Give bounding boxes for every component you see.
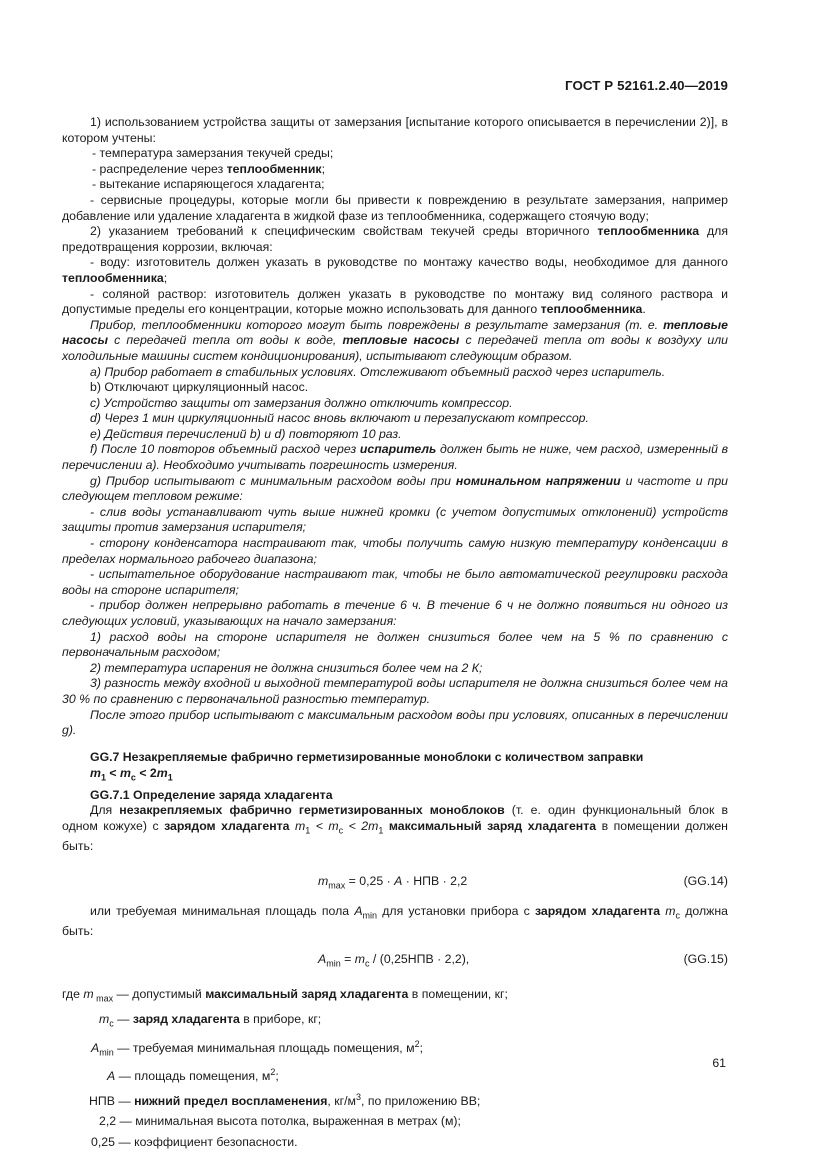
document-id-header: ГОСТ Р 52161.2.40—2019 <box>565 78 728 93</box>
list-item: g) Прибор испытывают с минимальным расходом воды при номинальном напряжении и частоте и при следующем тепловом режиме: <box>62 473 728 504</box>
list-item: - испытательное оборудование настраивают так, чтобы не было автоматической регулировки расхода воды на стороне испарителя; <box>62 567 728 597</box>
formula-gg15: $A_{min} = m_c / (0,25НПВ \cdot 2,2)$, (GG.15) <box>318 952 728 969</box>
subsection-heading: GG.7.1 Определение заряда хладагента <box>90 788 333 803</box>
legend-row: 0,25 — коэффициент безопасности. <box>91 1134 298 1149</box>
list-item: d) Через 1 мин циркуляционный насос вновь включают и перезапускают компрессор. <box>90 411 589 426</box>
list-item: e) Действия перечислений b) и d) повторяют 10 раз. <box>90 426 402 441</box>
list-item: - воду: изготовитель должен указать в руководстве по монтажу качество воды, необходимое для данного теплообменника; <box>62 255 728 285</box>
legend-row: A — площадь помещения, $м^2$; <box>107 1067 279 1084</box>
list-item: - вытекание испаряющегося хладагента; <box>92 177 325 192</box>
list-item: - температура замерзания текучей среды; <box>92 146 334 161</box>
legend-row: НПВ — нижний предел воспламенения, $кг/м^3$, по приложению ВВ; <box>89 1091 481 1108</box>
page-number: 61 <box>712 1056 726 1070</box>
symbol-legend <box>62 984 728 1152</box>
formula-gg14: $m_{max} = 0,25 \cdot A$ · НПВ · 2,2 (GG.14) <box>318 874 728 891</box>
body-text <box>62 115 728 1152</box>
paragraph: Прибор, теплообменники которого могут быть повреждены в результате замерзания (т. е. тепловые насосы с передачей тепла от воды к воде, тепловые насосы с передачей тепла от воды к воздуху или холодильные машины систем кондиционирования), испытывают следующим образом. <box>62 317 728 363</box>
legend-row: 2,2 — минимальная высота потолка, выраженная в метрах (м); <box>99 1114 461 1129</box>
legend-row: $A_{min}$ — требуемая минимальная площадь помещения, $м^2$; <box>91 1038 423 1058</box>
list-item: 1) расход воды на стороне испарителя не должен снизиться более чем на 5 % по сравнению с первоначальным расходом; <box>62 629 728 660</box>
list-item: 2) температура испарения не должна снизиться более чем на 2 К; <box>90 660 483 675</box>
list-item: - сервисные процедуры, которые могли бы привести к повреждению в результате замерзания, например добавление или удаление хладагента в жидкой фазе из теплообменника, содержащего стоячую воду; <box>62 192 728 223</box>
list-item: - сторону конденсатора настраивают так, чтобы получить самую низкую температуру конденсации в пределах нормального рабочего диапазона; <box>62 536 728 566</box>
list-item: - прибор должен непрерывно работать в течение 6 ч. В течение 6 ч не должно появиться ни одного из следующих условий, указывающих на начало замерзания: <box>62 598 728 628</box>
paragraph: После этого прибор испытывают с максимальным расходом воды при условиях, описанных в перечислении g). <box>62 707 728 738</box>
section-heading: GG.7 Незакрепляемые фабрично герметизированные моноблоки с количеством заправки $m_1 < m_c < 2m_1$ <box>90 749 644 783</box>
paragraph: Для незакрепляемых фабрично герметизированных моноблоков (т. е. один функциональный блок в одном кожухе) с зарядом хладагента $m_1 < m_c < 2m_1$ максимальный заряд хладагента в помещении должен быть: <box>62 803 728 853</box>
list-item: f) После 10 повторов объемный расход через испаритель должен быть не ниже, чем расход, измеренный в перечислении a). Необходимо учитывать погрешность измерения. <box>62 442 729 473</box>
list-item: 3) разность между входной и выходной температурой воды испарителя не должна снизиться более чем на 30 % по сравнению с первоначальной разностью температур. <box>62 676 728 706</box>
paragraph: 1) использованием устройства защиты от замерзания [испытание которого описывается в перечислении 2)], в котором учтены: <box>62 115 728 145</box>
list-item: - распределение через теплообменник; <box>92 161 325 176</box>
paragraph: или требуемая минимальная площадь пола $A_{min}$ для установки прибора с зарядом хладагента $m_c$ должна быть: <box>62 904 728 939</box>
paragraph: 2) указанием требований к специфическим свойствам текучей среды вторичного теплообменника для предотвращения коррозии, включая: <box>62 224 728 254</box>
list-item: - слив воды устанавливают чуть выше нижней кромки (с учетом допустимых отклонений) устройств защиты против замерзания испарителя; <box>62 504 728 535</box>
list-item: b) Отключают циркуляционный насос. <box>90 380 309 395</box>
legend-row: $m_c$ — заряд хладагента в приборе, кг; <box>99 1011 322 1029</box>
legend-row: где m $_{max}$ — допустимый максимальный заряд хладагента в помещении, кг; <box>62 987 508 1004</box>
list-item: a) Прибор работает в стабильных условиях. Отслеживают объемный расход через испаритель. <box>90 364 666 379</box>
list-item: - соляной раствор: изготовитель должен указать в руководстве по монтажу вид соляного раствора и допустимые пределы его концентрации, которые можно использовать для данного теплообменника. <box>62 286 728 317</box>
formula-number: (GG.14) <box>683 874 728 889</box>
formula-number: (GG.15) <box>683 952 728 967</box>
list-item: c) Устройство защиты от замерзания должно отключить компрессор. <box>90 395 513 410</box>
